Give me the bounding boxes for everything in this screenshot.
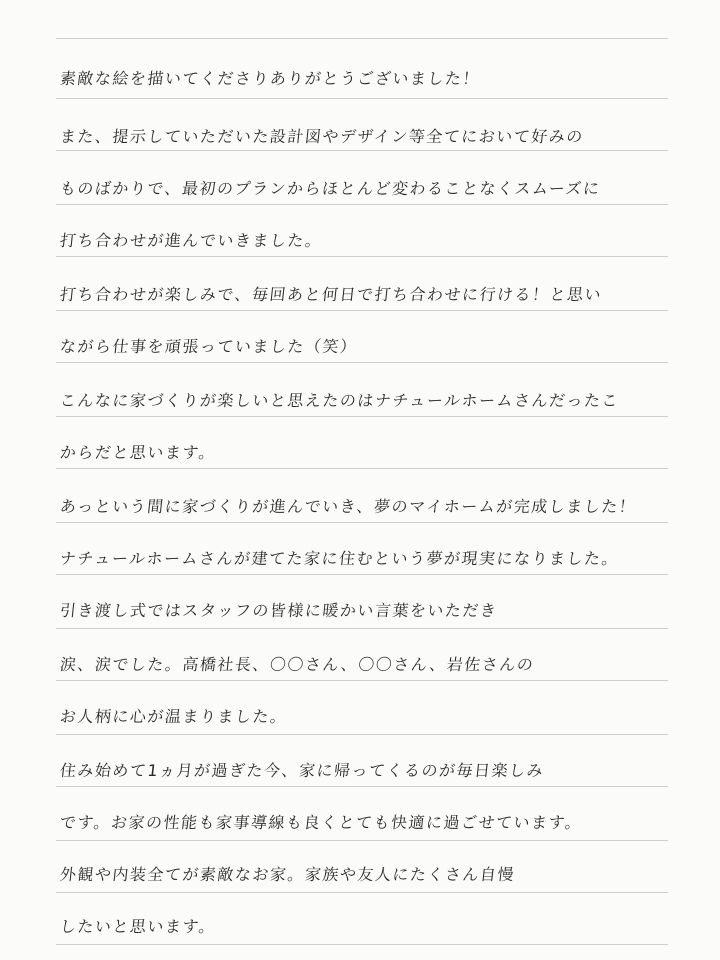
letter-line: 住み始めて1ヵ月が過ぎた今、家に帰ってくるのが毎日楽しみ	[58, 761, 546, 780]
letter-line: こんなに家づくりが楽しいと思えたのはナチュールホームさんだったこ	[58, 391, 621, 410]
ruled-line	[56, 734, 668, 735]
ruled-line	[56, 680, 668, 681]
letter-line: 引き渡し式ではスタッフの皆様に暖かい言葉をいただき	[58, 601, 499, 620]
letter-line: ナチュールホームさんが建てた家に住むという夢が現実になりました。	[58, 549, 621, 568]
letter-line: 打ち合わせが楽しみで、毎回あと何日で打ち合わせに行ける！と思い	[58, 285, 604, 304]
ruled-line	[56, 98, 668, 99]
ruled-line	[56, 310, 668, 311]
letter-line: 打ち合わせが進んでいきました。	[58, 231, 324, 250]
letter-line: 外観や内装全てが素敵なお家。家族や友人にたくさん自慢	[58, 865, 516, 884]
ruled-line	[56, 522, 668, 523]
ruled-line	[56, 786, 668, 787]
letter-line: からだと思います。	[58, 443, 218, 462]
ruled-line	[56, 256, 668, 257]
ruled-line	[56, 944, 668, 945]
ruled-line	[56, 840, 668, 841]
ruled-line	[56, 574, 668, 575]
ruled-line	[56, 628, 668, 629]
letter-line: 素敵な絵を描いてくださりありがとうございました！	[58, 69, 481, 88]
ruled-line	[56, 468, 668, 469]
letter-line: お人柄に心が温まりました。	[58, 707, 289, 726]
ruled-line	[56, 416, 668, 417]
ruled-line	[56, 150, 668, 151]
letter-line: したいと思います。	[58, 917, 218, 936]
letter-line: 涙、涙でした。高橋社長、〇〇さん、〇〇さん、岩佐さんの	[58, 655, 536, 674]
letter-line: ながら仕事を頑張っていました（笑）	[58, 337, 359, 356]
letter-line: ものばかりで、最初のプランからほとんど変わることなくスムーズに	[58, 179, 602, 198]
ruled-line	[56, 892, 668, 893]
letter-line: です。お家の性能も家事導線も良くとても快適に過ごせています。	[58, 813, 584, 832]
ruled-line	[56, 362, 668, 363]
letter-line: あっという間に家づくりが進んでいき、夢のマイホームが完成しました！	[58, 497, 638, 516]
ruled-line	[56, 38, 668, 39]
letter-line: また、提示していただいた設計図やデザイン等全てにおいて好みの	[58, 127, 585, 146]
ruled-line	[56, 204, 668, 205]
